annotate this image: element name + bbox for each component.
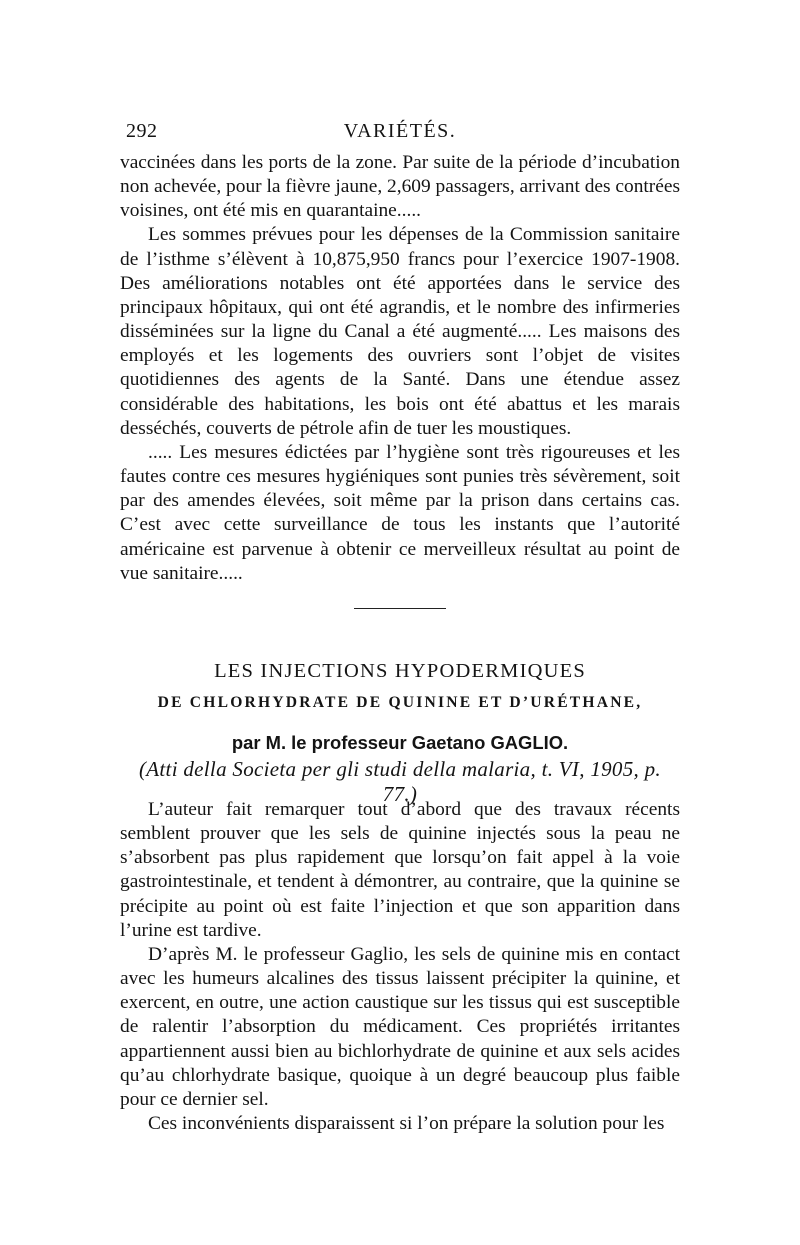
section-divider [354, 608, 446, 609]
article-author: par M. le professeur Gaetano GAGLIO. [231, 732, 569, 753]
article-title: LES INJECTIONS HYPODERMIQUES [214, 660, 586, 682]
running-head [120, 120, 680, 150]
article-body [120, 798, 680, 1136]
paragraph: Les sommes prévues pour les dépenses de la Commission sanitaire de l’isthme s’élèvent à 10,875,950 francs pour l’exercice 1907-1908. Des améliorations notables ont été apportées dans le service des principaux hôpitaux, qui ont été agrandis, et le nombre des infirmeries disséminées sur la ligne du Canal a été augmenté..... Les maisons des employés et les logements des ouvriers sont l’objet de visites quotidiennes des agents de la Santé. Dans une étendue assez considérable des habitations, les bois ont été abattus et les marais desséchés, couverts de pétrole afin de tuer les moustiques. [120, 224, 680, 439]
paragraph: vaccinées dans les ports de la zone. Par suite de la période d’incubation non achevée, pour la fièvre jaune, 2,609 passagers, arrivant des contrées voisines, ont été mis en quarantaine..... [120, 152, 680, 222]
first-section [120, 151, 680, 586]
paragraph: ..... Les mesures édictées par l’hygiène sont très rigoureuses et les fautes contre ces mesures hygiéniques sont punies très sévèrement, soit par des amendes élevées, soit même par la prison dans certains cas. C’est avec cette surveillance de tous les instants que l’autorité américaine est parvenue à obtenir ce merveilleux résultat au point de vue sanitaire..... [120, 441, 680, 584]
paragraph: Ces inconvénients disparaissent si l’on prépare la solution pour les [148, 1113, 665, 1135]
document-page [120, 0, 680, 1245]
running-title: VARIÉTÉS. [343, 120, 457, 142]
article-citation: (Atti della Societa per gli studi della malaria, t. VI, 1905, p. 77.) [139, 757, 661, 806]
page-number: 292 [126, 120, 158, 142]
paragraph: D’après M. le professeur Gaglio, les sels de quinine mis en contact avec les humeurs alcalines des tissus laissent précipiter la quinine, et exercent, en outre, une action caustique sur les tissus qui est susceptible de ralentir l’absorption du médicament. Ces propriétés irritantes appartiennent aussi bien au bichlorhydrate de quinine et aux sels acides qu’au chlorhydrate basique, quoique à un degré beaucoup plus faible pour ce dernier sel. [120, 943, 680, 1110]
paragraph: L’auteur fait remarquer tout d’abord que des travaux récents semblent prouver que les sels de quinine injectés sous la peau ne s’absorbent pas plus rapidement que lorsqu’on fait appel à la voie gastrointestinale, et tendent à démontrer, au contraire, que la quinine se précipite au point où est faite l’injection et que son apparition dans l’urine est tardive. [120, 799, 680, 941]
article-subtitle: DE CHLORHYDRATE DE QUININE ET D’URÉTHANE, [157, 694, 643, 711]
